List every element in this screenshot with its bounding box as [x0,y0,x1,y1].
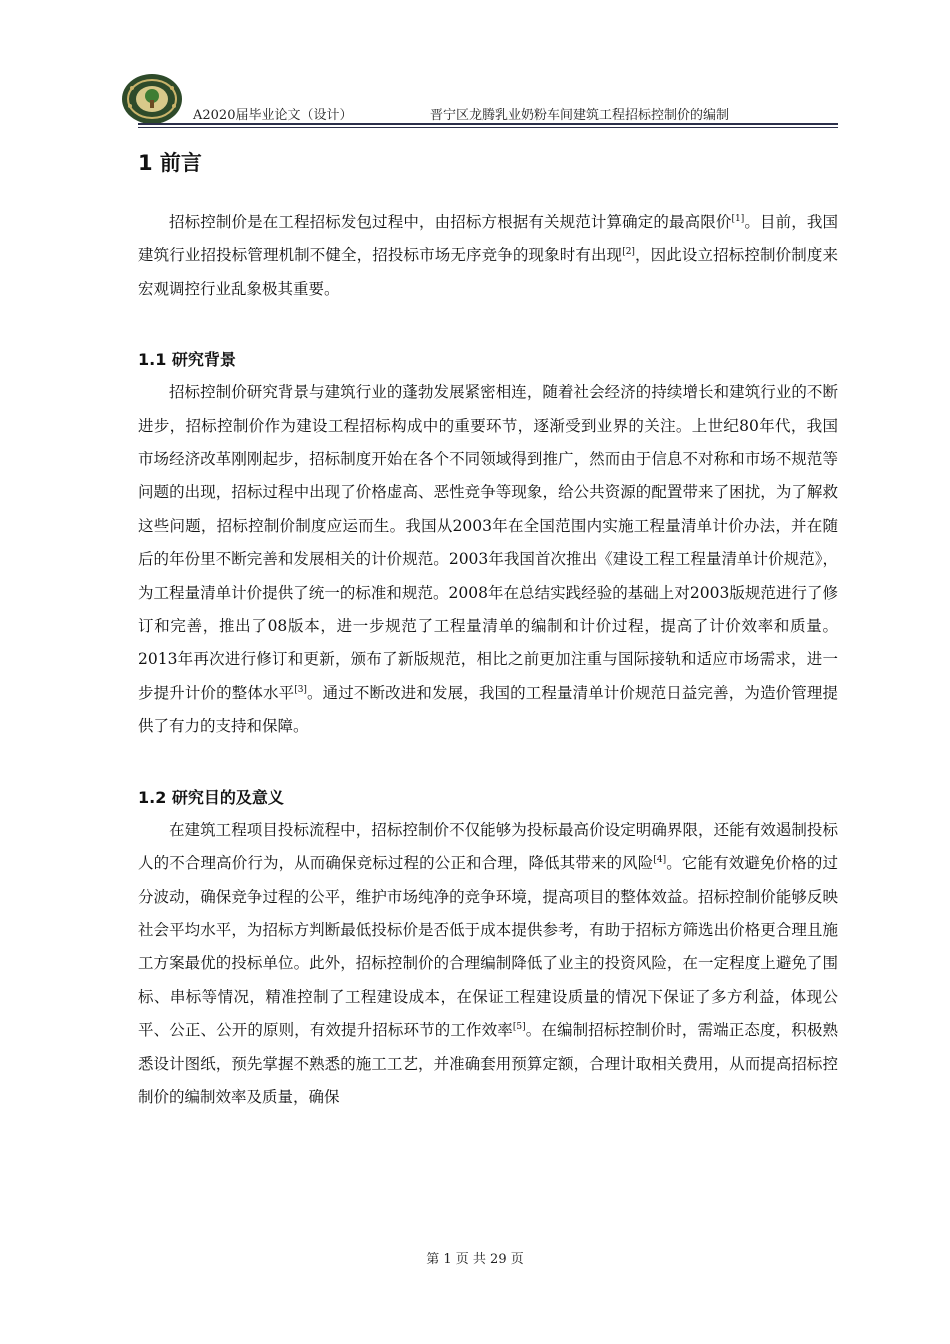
section-title-background: 1.1 研究背景 [138,350,236,370]
header-rule-thick [138,123,838,125]
university-logo [120,72,184,126]
background-paragraph: 招标控制价研究背景与建筑行业的蓬勃发展紧密相连，随着社会经济的持续增长和建筑行业的不断进步，招标控制价作为建设工程招标构成中的重要环节，逐渐受到业界的关注。上世纪80年代，我国市场经济改革刚刚起步，招标制度开始在各个不同领域得到推广，然而由于信息不对称和市场不规范等问题的出现，招标过程中出现了价格虚高、恶性竞争等现象，给公共资源的配置带来了困扰，为了解救这些问题，招标控制价制度应运而生。我国从2003年在全国范围内实施工程量清单计价办法，并在随后的年份里不断完善和发展相关的计价规范。2003年我国首次推出《建设工程工程量清单计价规范》，为工程量清单计价提供了统一的标准和规范。2008年在总结实践经验的基础上对2003版规范进行了修订和完善，推出了08版本，进一步规范了工程量清单的编制和计价过程，提高了计价效率和质量。2013年再次进行修订和更新，颁布了新版规范，相比之前更加注重与国际接轨和适应市场需求，进一步提升计价的整体水平[3]。通过不断改进和发展，我国的工程量清单计价规范日益完善，为造价管理提供了有力的支持和保障。 [138,383,838,736]
citation-1: [1] [731,214,745,224]
citation-5: [5] [512,1022,526,1033]
chapter-title: 1 前言 [138,151,202,175]
purpose-paragraph: 在建筑工程项目投标流程中，招标控制价不仅能够为投标最高价设定明确界限，还能有效遏制投标人的不合理高价行为，从而确保竞标过程的公正和合理，降低其带来的风险[4]。它能有效避免价格的过分波动，确保竞争过程的公平，维护市场纯净的竞争环境，提高项目的整体效益。招标控制价能够反映社会平均水平，为招标方判断最低投标价是否低于成本提供参考，有助于招标方筛选出价格更合理且施工方案最优的投标单位。此外，招标控制价的合理编制降低了业主的投资风险，在一定程度上避免了围标、串标等情况，精准控制了工程建设成本，在保证工程建设质量的情况下保证了多方利益，体现公平、公正、公开的原则，有效提升招标环节的工作效率[5]。在编制招标控制价时，需端正态度，积极熟悉设计图纸，预先掌握不熟悉的施工工艺，并准确套用预算定额，合理计取相关费用，从而提高招标控制价的编制效率及质量，确保 [138,820,838,1106]
header-thesis-label: A2020届毕业论文（设计） [193,108,353,123]
page-body [138,142,838,1114]
header-thesis-title: 晋宁区龙腾乳业奶粉车间建筑工程招标控制价的编制 [430,108,730,123]
intro-paragraph: 招标控制价是在工程招标发包过程中，由招标方根据有关规范计算确定的最高限价[1]。目前，我国建筑行业招投标管理机制不健全，招投标市场无序竞争的现象时有出现[2]，因此设立招标控制价制度来宏观调控行业乱象极其重要。 [138,213,838,298]
page-number: 第 1 页 共 29 页 [426,1252,524,1267]
section-title-purpose: 1.2 研究目的及意义 [138,787,284,807]
citation-2: [2] [622,247,635,258]
citation-3: [3] [294,684,307,695]
header-rule-thin [138,127,838,128]
citation-4: [4] [653,855,667,866]
